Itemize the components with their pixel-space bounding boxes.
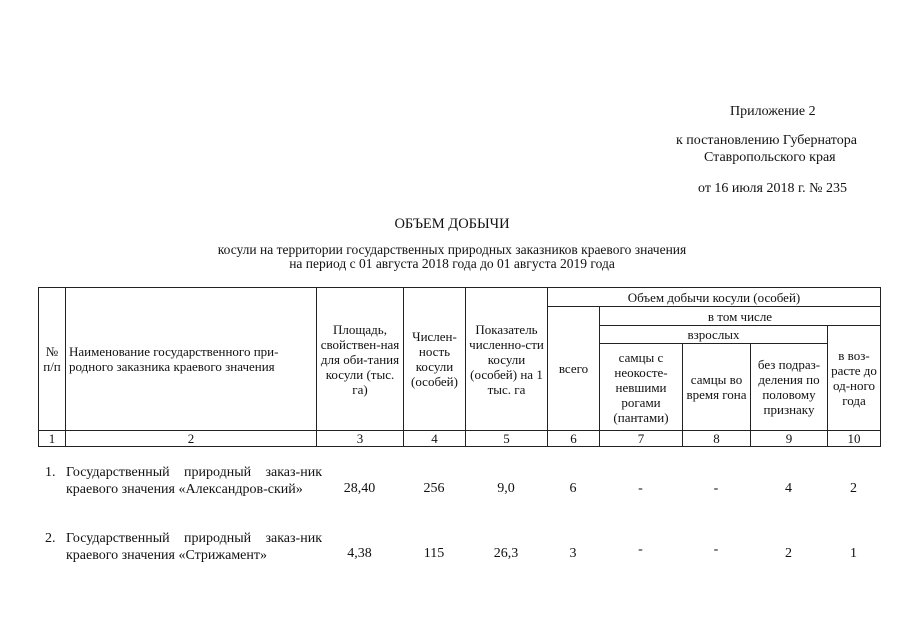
subtitle-line2: на период с 01 августа 2018 года до 01 августа 2019 года [289, 256, 615, 271]
annex-line1: к постановлению Губернатора [676, 133, 857, 148]
annex-block [660, 103, 904, 197]
total-value: 6 [569, 481, 577, 496]
males-horns-value: - [638, 481, 643, 496]
annex-line2: Ставропольского края [704, 150, 836, 165]
row-number: 2. [45, 531, 56, 546]
density-value: 26,3 [493, 546, 519, 561]
colnum: 1 [39, 431, 66, 447]
header-volume: Объем добычи косули (особей) [548, 288, 881, 307]
colnum: 3 [317, 431, 404, 447]
colnum: 7 [600, 431, 683, 447]
colnum: 9 [751, 431, 828, 447]
colnum: 8 [683, 431, 751, 447]
no-sex-value: 2 [785, 546, 792, 561]
annex-date: от 16 июля 2018 г. № 235 [698, 181, 847, 196]
header-under-one: в воз-расте до од-ного года [828, 326, 881, 431]
colnum: 5 [466, 431, 548, 447]
document-title: ОБЪЕМ ДОБЫЧИ [394, 216, 510, 232]
row-number: 1. [45, 465, 56, 480]
density-value: 9,0 [497, 481, 515, 496]
total-value: 3 [569, 546, 577, 561]
reserve-name: Государственный природный заказ-ник краевого значения «Стрижамент» [66, 531, 322, 563]
header-name: Наименование государственного при-родного заказника краевого значения [66, 288, 317, 431]
header-density: Показатель численно-сти косули (особей) на 1 тыс. га [466, 288, 548, 431]
header-males-horns: самцы с неокосте-невшими рогами (пантами) [600, 344, 683, 431]
header-total: всего [548, 307, 600, 431]
quota-table [38, 287, 881, 447]
header-count: Числен-ность косули (особей) [404, 288, 466, 431]
count-value: 256 [423, 481, 445, 496]
subtitle-line1: косули на территории государственных природных заказников краевого значения [217, 242, 687, 257]
annex-label: Приложение 2 [730, 104, 816, 119]
count-value: 115 [423, 546, 445, 561]
header-num: № п/п [39, 288, 66, 431]
document-subtitle [0, 243, 904, 271]
colnum: 2 [66, 431, 317, 447]
area-value: 28,40 [343, 481, 376, 496]
males-horns-value: - [638, 542, 643, 557]
reserve-name: Государственный природный заказ-ник краевого значения «Александров-ский» [66, 465, 322, 497]
colnum: 4 [404, 431, 466, 447]
colnum: 10 [828, 431, 881, 447]
colnum: 6 [548, 431, 600, 447]
males-rut-value: - [713, 542, 719, 557]
males-rut-value: - [713, 481, 719, 496]
header-including: в том числе [600, 307, 881, 326]
under-one-value: 1 [850, 546, 857, 561]
under-one-value: 2 [850, 481, 857, 496]
area-value: 4,38 [347, 546, 372, 561]
header-no-sex: без подраз-деления по половому признаку [751, 344, 828, 431]
header-area: Площадь, свойствен-ная для оби-тания косули (тыс. га) [317, 288, 404, 431]
header-males-rut: самцы во время гона [683, 344, 751, 431]
header-adults: взрослых [600, 326, 828, 344]
no-sex-value: 4 [785, 481, 792, 496]
